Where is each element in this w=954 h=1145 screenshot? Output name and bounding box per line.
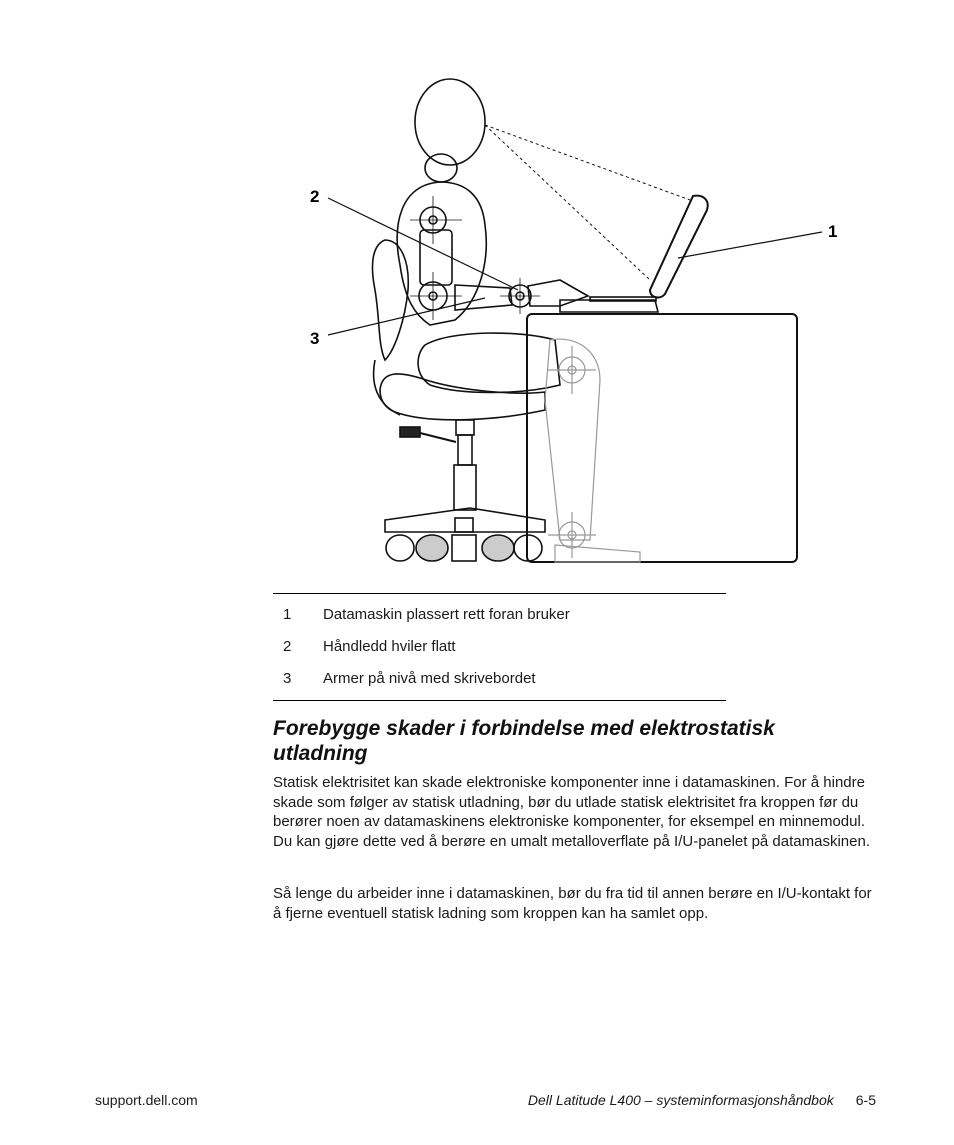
legend-row <box>273 662 726 694</box>
callout-1-label: 1 <box>828 222 838 241</box>
callout-3-label: 3 <box>310 329 320 348</box>
legend-number: 2 <box>283 637 292 655</box>
chair-backrest <box>372 240 408 360</box>
head-shape <box>415 79 485 165</box>
legend-description: Datamaskin plassert rett foran bruker <box>323 605 570 623</box>
ergonomics-illustration <box>300 70 838 575</box>
legend-description: Håndledd hviler flatt <box>323 637 456 655</box>
footer-book-info <box>528 1092 876 1108</box>
legend-row <box>273 598 726 630</box>
callout-2-label: 2 <box>310 187 320 206</box>
legend-number: 1 <box>283 605 292 623</box>
body-paragraph: Statisk elektrisitet kan skade elektroniske komponenter inne i datamaskinen. For å hindre skade som følger av statisk utladning, bør du utlade statisk elektrisitet fra kroppen før du berører noen av datamaskinens elektroniske komponenter, for eksempel en minnemodul. Du kan gjøre dette ved å berøre en umalt metalloverflate på I/U-panelet på datamaskinen. <box>273 774 870 850</box>
desk-shape <box>527 314 797 562</box>
chair-base <box>385 508 545 532</box>
callout-1-leader <box>678 232 822 258</box>
neck-shape <box>425 154 457 182</box>
footer-url: support.dell.com <box>95 1092 198 1108</box>
chair-seat <box>380 374 545 420</box>
body-paragraph: Så lenge du arbeider inne i datamaskinen, bør du fra tid til annen berøre en I/U-kontakt for å fjerne eventuell statisk ladning som kroppen kan ha samlet opp. <box>273 885 872 922</box>
ergonomics-drawing <box>300 70 838 575</box>
laptop-screen <box>650 196 708 298</box>
footer-book-title: Dell Latitude L400 – systeminformasjonshåndbok <box>527 1092 834 1108</box>
section-title: Forebygge skader i forbindelse med elektrostatisk utladning <box>273 717 775 765</box>
figure-legend-table <box>273 593 726 701</box>
footer-page-number: 6-5 <box>855 1092 876 1108</box>
legend-row <box>273 630 726 662</box>
legend-description: Armer på nivå med skrivebordet <box>323 669 536 687</box>
legend-number: 3 <box>283 669 292 687</box>
